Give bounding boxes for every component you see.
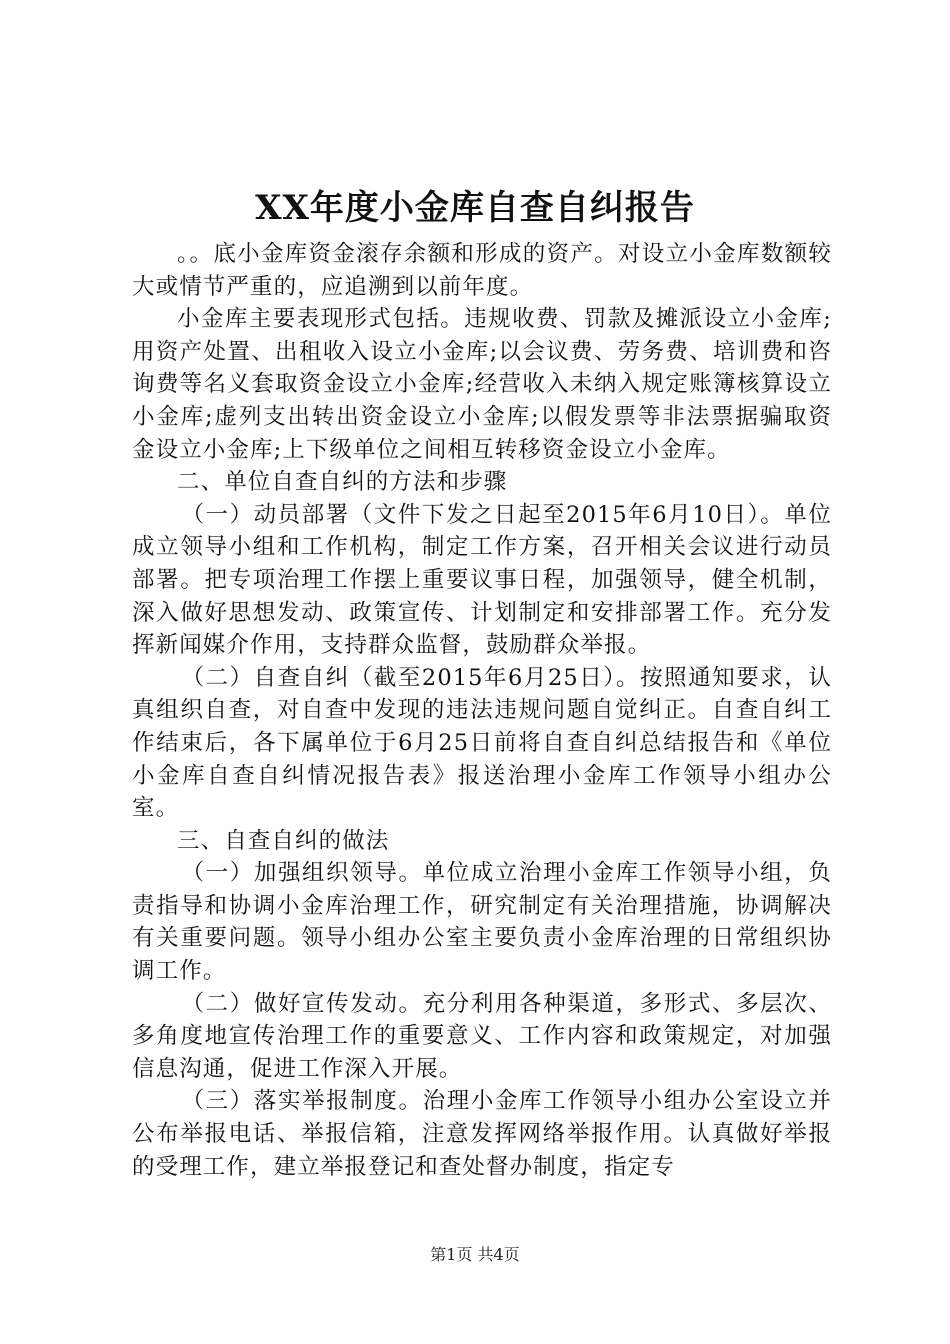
page-number: 第1页 共4页 xyxy=(430,1245,520,1264)
section-heading-methods: 二、单位自查自纠的方法和步骤 xyxy=(177,469,508,496)
document-title: XX年度小金库自查自纠报告 xyxy=(255,188,695,228)
document-body xyxy=(132,238,832,1183)
paragraph-leadership: （一）加强组织领导。单位成立治理小金库工作领导小组，负责指导和协调小金库治理工作，研究制定有关治理措施，协调解决有关重要问题。领导小组办公室主要负责小金库治理的日常组织协调工作。 xyxy=(132,860,832,985)
paragraph-mobilization: （一）动员部署（文件下发之日起至2015年6月10日）。单位成立领导小组和工作机构，制定工作方案，召开相关会议进行动员部署。把专项治理工作摆上重要议事日程，加强领导，健全机制，深入做好思想发动、政策宣传、计划制定和安排部署工作。充分发挥新闻媒介作用，支持群众监督，鼓励群众举报。 xyxy=(132,501,832,659)
paragraph-reporting: （三）落实举报制度。治理小金库工作领导小组办公室设立并公布举报电话、举报信箱，注意发挥网络举报作用。认真做好举报的受理工作，建立举报登记和查处督办制度，指定专 xyxy=(132,1088,832,1180)
paragraph-publicity: （二）做好宣传发动。充分利用各种渠道，多形式、多层次、多角度地宣传治理工作的重要意义、工作内容和政策规定，对加强信息沟通，促进工作深入开展。 xyxy=(132,990,832,1082)
section-heading-practices: 三、自查自纠的做法 xyxy=(177,827,390,854)
paragraph-balance-scope: 。。底小金库资金滚存余额和形成的资产。对设立小金库数额较大或情节严重的，应追溯到以前年度。 xyxy=(132,241,832,300)
paragraph-self-check: （二）自查自纠（截至2015年6月25日）。按照通知要求，认真组织自查，对自查中发现的违法违规问题自觉纠正。自查自纠工作结束后，各下属单位于6月25日前将自查自纠总结报告和《单位小金库自查自纠情况报告表》报送治理小金库工作领导小组办公室。 xyxy=(132,664,832,822)
paragraph-forms: 小金库主要表现形式包括。违规收费、罚款及摊派设立小金库;用资产处置、出租收入设立小金库;以会议费、劳务费、培训费和咨询费等名义套取资金设立小金库;经营收入未纳入规定账簿核算设立小金库;虚列支出转出资金设立小金库;以假发票等非法票据骗取资金设立小金库;上下级单位之间相互转移资金设立小金库。 xyxy=(132,306,832,463)
